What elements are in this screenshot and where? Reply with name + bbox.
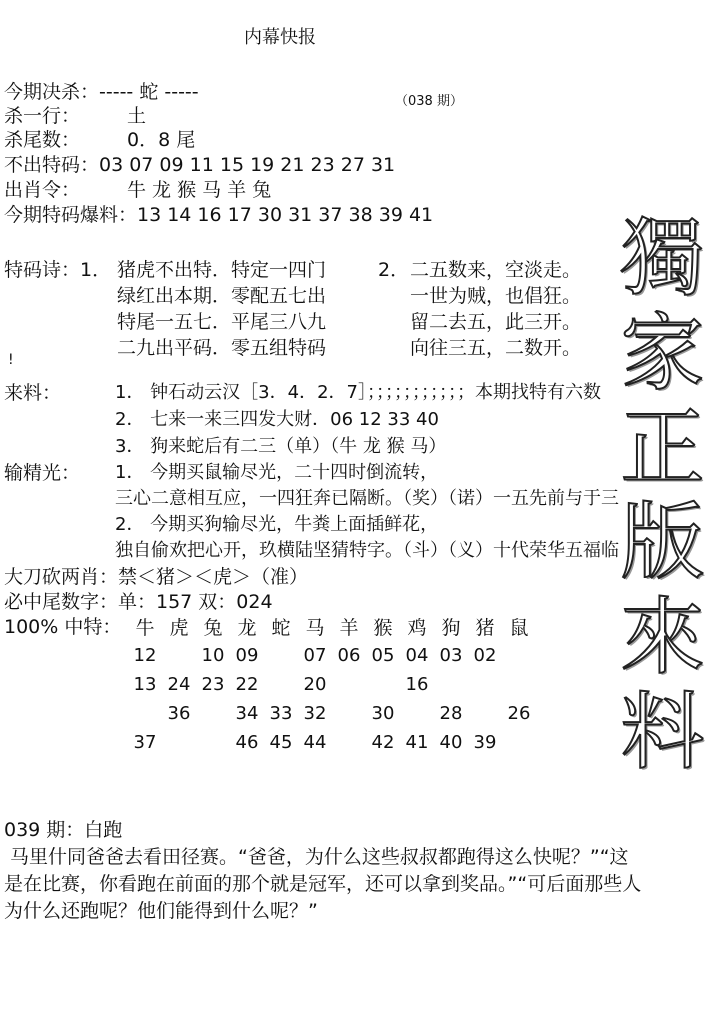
table-cell: 26 bbox=[507, 703, 531, 724]
table-cell: 28 bbox=[439, 703, 463, 724]
kill-row-value: 土 bbox=[127, 105, 147, 127]
table-cell: 07 bbox=[303, 645, 327, 666]
table-cell bbox=[434, 670, 468, 699]
out-zodiac-value: 牛 龙 猴 马 羊 兔 bbox=[127, 179, 272, 201]
table-cell: 44 bbox=[303, 732, 327, 753]
table-cell: 42 bbox=[371, 732, 395, 753]
zodiac-header: 猴 bbox=[373, 617, 393, 639]
table-cell: 34 bbox=[235, 703, 259, 724]
story-heading: 039 期：白跑 bbox=[4, 819, 123, 841]
table-cell: 06 bbox=[337, 645, 361, 666]
hundred-label: 100% 中特： bbox=[4, 616, 122, 638]
table-cell: 40 bbox=[439, 732, 463, 753]
zodiac-header: 猪 bbox=[475, 617, 495, 639]
seal-char: 獨 bbox=[620, 209, 705, 307]
zodiac-header: 兔 bbox=[203, 617, 223, 639]
table-cell bbox=[264, 670, 298, 699]
table-cell: 24 bbox=[167, 674, 191, 695]
zodiac-header: 马 bbox=[305, 617, 325, 639]
table-cell: 10 bbox=[201, 645, 225, 666]
table-cell bbox=[162, 641, 196, 670]
table-cell bbox=[468, 670, 502, 699]
table-cell: 09 bbox=[235, 645, 259, 666]
table-cell: 22 bbox=[235, 674, 259, 695]
table-cell bbox=[128, 699, 162, 728]
poem-line: 留二去五，此三开。 bbox=[410, 311, 582, 333]
seal-char: 家 bbox=[620, 303, 705, 402]
exclusive-seal-watermark bbox=[615, 209, 710, 781]
table-cell: 39 bbox=[473, 732, 497, 753]
table-cell: 33 bbox=[269, 703, 293, 724]
zodiac-header: 鸡 bbox=[407, 617, 427, 639]
table-cell bbox=[332, 728, 366, 757]
table-cell: 32 bbox=[303, 703, 327, 724]
hot-special-line: 今期特码爆料：13 14 16 17 30 31 37 38 39 41 bbox=[4, 204, 434, 226]
kill-zodiac-line: 今期决杀：----- 蛇 ----- bbox=[4, 81, 199, 103]
zodiac-header: 虎 bbox=[169, 617, 189, 639]
poem-line: 特尾一五七．平尾三八九 bbox=[117, 311, 327, 333]
source-label: 来料： bbox=[4, 382, 62, 404]
table-cell: 45 bbox=[269, 732, 293, 753]
zodiac-header: 鼠 bbox=[509, 617, 529, 639]
table-cell: 16 bbox=[405, 674, 429, 695]
zodiac-header: 羊 bbox=[339, 617, 359, 639]
table-cell: 12 bbox=[133, 645, 157, 666]
story-line: 为什么还跑呢？他们能得到什么呢？” bbox=[4, 900, 318, 922]
poem-label: 特码诗：1． bbox=[4, 259, 112, 281]
zodiac-header: 蛇 bbox=[271, 617, 291, 639]
table-cell bbox=[196, 699, 230, 728]
table-cell bbox=[502, 641, 536, 670]
poem-line: 向往三五，二数开。 bbox=[410, 337, 582, 359]
table-cell bbox=[366, 670, 400, 699]
table-cell bbox=[332, 670, 366, 699]
table-cell: 23 bbox=[201, 674, 225, 695]
table-cell: 41 bbox=[405, 732, 429, 753]
table-cell: 02 bbox=[473, 645, 497, 666]
lose-label: 输精光： bbox=[4, 462, 81, 484]
table-cell bbox=[162, 728, 196, 757]
table-cell bbox=[332, 699, 366, 728]
source-line: 3． 狗来蛇后有二三（单）（牛 龙 猴 马） bbox=[115, 436, 447, 457]
table-cell bbox=[196, 728, 230, 757]
tail-line: 必中尾数字：单：157 双：024 bbox=[4, 591, 273, 613]
table-cell bbox=[264, 641, 298, 670]
poem-line: 二九出平码．零五组特码 bbox=[117, 337, 327, 359]
not-special-line: 不出特码：03 07 09 11 15 19 21 23 27 31 bbox=[4, 154, 396, 176]
table-cell: 05 bbox=[371, 645, 395, 666]
story-line: 马里什同爸爸去看田径赛。“爸爸，为什么这些叔叔都跑得这么快呢？”“这 bbox=[10, 846, 629, 868]
table-cell bbox=[468, 699, 502, 728]
blade-line: 大刀砍两肖：禁＜猪＞＜虎＞（准） bbox=[4, 566, 309, 588]
table-cell: 20 bbox=[303, 674, 327, 695]
poem-line: 一世为贼，也倡狂。 bbox=[410, 285, 582, 307]
seal-char: 版 bbox=[620, 493, 705, 592]
lose-line: 2． 今期买狗输尽光，牛粪上面插鲜花， bbox=[115, 514, 439, 535]
table-cell: 37 bbox=[133, 732, 157, 753]
poem-line: 二五数来，空淡走。 bbox=[410, 259, 582, 281]
lose-line: 1． 今期买鼠输尽光，二十四时倒流转， bbox=[115, 462, 439, 483]
stray-mark: ! bbox=[8, 352, 14, 368]
kill-row-label: 杀一行： bbox=[4, 105, 81, 127]
lose-line: 三心二意相互应，一四狂奔已隔断。（奖）（诺）一五先前与于三 bbox=[115, 488, 619, 509]
table-cell bbox=[502, 728, 536, 757]
table-cell bbox=[502, 670, 536, 699]
poem-line: 绿红出本期．零配五七出 bbox=[117, 285, 327, 307]
poem-number-2: 2． bbox=[378, 259, 410, 281]
out-zodiac-label: 出肖令： bbox=[4, 179, 81, 201]
zodiac-header: 龙 bbox=[237, 617, 257, 639]
table-cell: 30 bbox=[371, 703, 395, 724]
seal-char: 正 bbox=[620, 398, 705, 497]
table-cell: 36 bbox=[167, 703, 191, 724]
page-title: 内幕快报 bbox=[244, 27, 316, 48]
table-cell: 03 bbox=[439, 645, 463, 666]
zodiac-header: 狗 bbox=[441, 617, 461, 639]
table-cell: 04 bbox=[405, 645, 429, 666]
source-line: 2． 七来一来三四发大财．06 12 33 40 bbox=[115, 409, 439, 430]
zodiac-header: 牛 bbox=[135, 617, 155, 639]
poem-line: 猪虎不出特．特定一四门 bbox=[117, 259, 327, 281]
kill-tail-label: 杀尾数： bbox=[4, 129, 81, 151]
table-cell bbox=[400, 699, 434, 728]
zodiac-number-table bbox=[128, 612, 536, 757]
lose-line: 独自偷欢把心开，玖横陆坚猜特字。（斗）（义）十代荣华五福临 bbox=[115, 540, 619, 561]
story-line: 是在比赛，你看跑在前面的那个就是冠军，还可以拿到奖品。”“可后面那些人 bbox=[4, 873, 642, 895]
issue-number: （038 期） bbox=[395, 94, 463, 109]
seal-char: 料 bbox=[620, 682, 705, 781]
seal-char: 來 bbox=[620, 588, 705, 687]
table-cell: 13 bbox=[133, 674, 157, 695]
kill-tail-value: 0．8 尾 bbox=[127, 129, 196, 151]
table-cell: 46 bbox=[235, 732, 259, 753]
source-line: 1． 钟石动云汉［3．4．2．7］；；；；；；；；；；；本期找特有六数 bbox=[115, 382, 601, 403]
